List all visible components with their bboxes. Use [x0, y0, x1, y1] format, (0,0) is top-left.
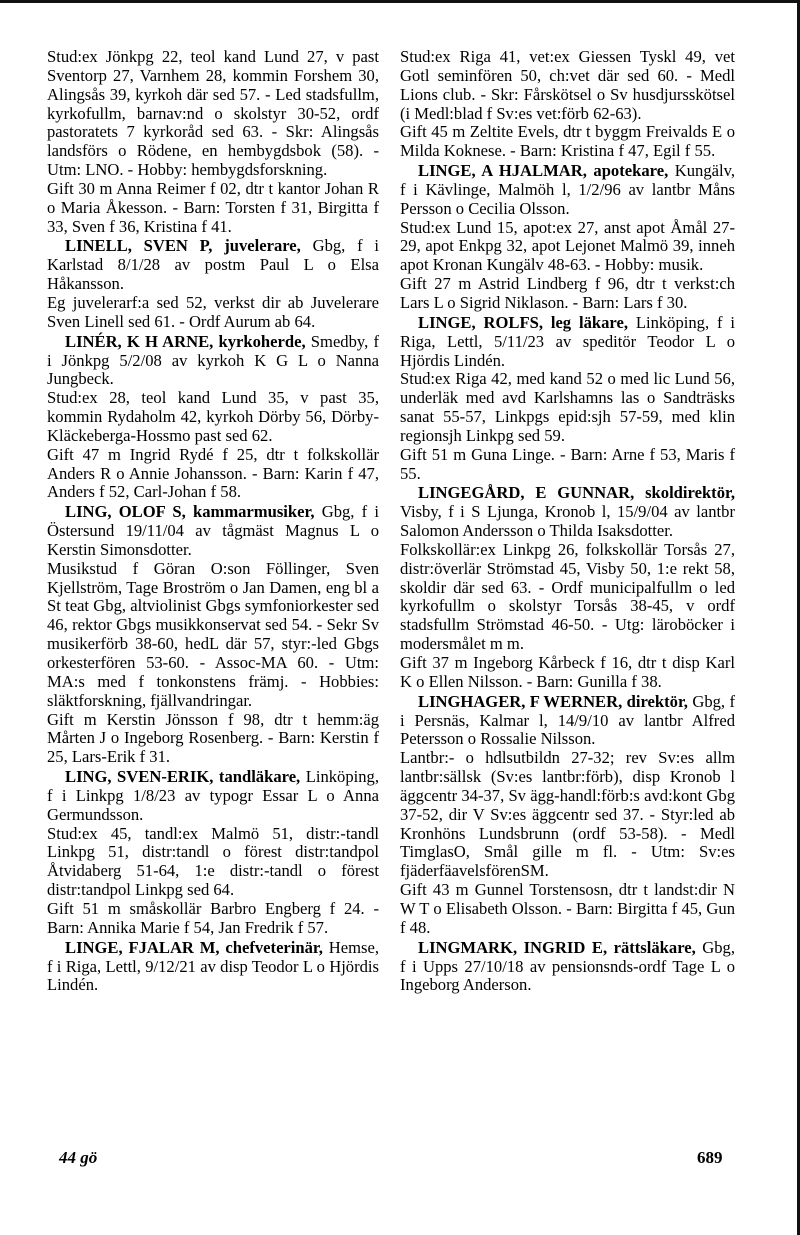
entry-text: Gbg, f i Östersund 19/11/04 av tågmäst Magnus L o Kerstin Simonsdotter. — [47, 502, 380, 559]
biography-entry — [47, 768, 379, 825]
entry-text: Kungälv, f i Kävlinge, Malmöh l, 1/2/96 av lantbr Måns Persson o Cecilia Olsson. — [400, 161, 735, 218]
family-paragraph: Gift 37 m Ingeborg Kårbeck f 16, dtr t disp Karl K o Ellen Nilsson. - Barn: Gunilla f 38. — [400, 653, 735, 691]
biography-entry — [400, 162, 735, 219]
career-paragraph: Stud:ex Riga 41, vet:ex Giessen Tyskl 49, vet Gotl seminfören 50, ch:vet där sed 60. - Medl Lions club. - Skr: Fårskötsel o Sv husdjursskötsel (i Medl:blad f Sv:es vet:förb 62-63). — [400, 47, 735, 123]
entry-text: Smedby, f i Jönkpg 5/2/08 av kyrkoh K G L o Nanna Jungbeck. — [47, 331, 379, 389]
family-paragraph: Gift 27 m Astrid Lindberg f 96, dtr t verkst:ch Lars L o Sigrid Niklason. - Barn: Lars f 30. — [400, 274, 735, 312]
career-paragraph: Lantbr:- o hdlsutbildn 27-32; rev Sv:es allm lantbr:sällsk (Sv:es lantbr:förb), disp Kronob l äggcentr 34-37, Sv ägg-handl:förb:s avd:kont Gbg 37-52, dir V Sv:es äggcentr sed 37. - Styr:led ab Kronhöns Lundsbrunn (ordf 53-58). - Medl TimglasO, Smål gille m fl. - Utm: Sv:es fjäderfäavelsförenSM. — [400, 748, 735, 881]
career-paragraph: Eg juvelerarf:a sed 52, verkst dir ab Juvelerare Sven Linell sed 61. - Ordf Aurum ab 64. — [47, 292, 379, 331]
entry-heading: LING, SVEN-ERIK, tandläkare, — [65, 767, 301, 787]
entry-heading: LINGMARK, INGRID E, rättsläkare, — [418, 937, 696, 957]
entry-text: Gbg, f i Upps 27/10/18 av pensionsnds-ordf Tage L o Ingeborg Anderson. — [400, 937, 736, 995]
biography-entry — [400, 484, 735, 541]
career-paragraph: Stud:ex Lund 15, apot:ex 27, anst apot Åmål 27-29, apot Enkpg 32, apot Lejonet Malmö 39, inneh apot Kronan Kungälv 48-63. - Hobby: musik. — [400, 217, 735, 275]
career-paragraph: Folkskollär:ex Linkpg 26, folkskollär Torsås 27, distr:överlär Strömstad 45, Visby 50, 1:e rekt 58, skoldir där sed 63. - Ordf municipalfullm o led kyrkofullm o skolstyr Torsås 38-45, v ordf stadsfullm Strömstad 46-50. - Utg: läroböcker i modersmålet m m. — [400, 539, 735, 654]
biography-entry — [47, 503, 379, 560]
career-paragraph: Musikstud f Göran O:son Föllinger, Sven Kjellström, Tage Broström o Jan Damen, eng bl a St teat Gbg, altviolinist Gbgs symfoniorkester sed 46, rektor Gbgs musikkonservat sed 54. - Sekr Sv musikerförb 38-60, hedL där 57, styr:-led Gbgs orkesterfören 53-60. - Assoc-MA 60. - Utm: MA:s med f tonkonstens främj. - Hobbies: släktforskning, fjällvandringar. — [47, 558, 379, 710]
family-paragraph: Gift 47 m Ingrid Rydé f 25, dtr t folkskollär Anders R o Annie Johansson. - Barn: Karin f 47, Anders f 52, Carl-Johan f 58. — [47, 444, 379, 502]
right-column — [400, 48, 735, 995]
biography-entry — [47, 333, 379, 390]
entry-text: Linköping, f i Riga, Lettl, 5/11/23 av speditör Teodor L o Hjördis Lindén. — [400, 312, 735, 370]
career-paragraph: Stud:ex 45, tandl:ex Malmö 51, distr:-tandl Linkpg 51, distr:tandl o förest distr:tandpol Åtvidaberg 51-64, 1:e distr:-tandl o förest distr:tandpol Linkpg sed 64. — [47, 823, 379, 900]
biography-entry — [400, 314, 735, 371]
biography-entry — [47, 939, 379, 996]
footer-section-label: 44 gö — [59, 1148, 98, 1167]
biography-entry — [400, 939, 735, 996]
left-column — [47, 48, 379, 995]
entry-heading: LINGE, A HJALMAR, apotekare, — [418, 161, 669, 181]
entry-text: Visby, f i S Ljunga, Kronob l, 15/9/04 av lantbr Salomon Andersson o Thilda Isaksdotter. — [400, 502, 735, 541]
entry-text: Hemse, f i Riga, Lettl, 9/12/21 av disp Teodor L o Hjördis Lindén. — [47, 937, 379, 995]
entry-heading: LINGE, FJALAR M, chefveterinär, — [65, 937, 323, 957]
family-paragraph: Gift m Kerstin Jönsson f 98, dtr t hemm:äg Mårten J o Ingeborg Rosenberg. - Barn: Kerstin f 25, Lars-Erik f 31. — [47, 709, 379, 767]
career-paragraph: Stud:ex Riga 42, med kand 52 o med lic Lund 56, underläk med avd Karlshamns las o Sandträsks sanat 55-57, Linkpgs epid:sjh 57-59, med klin regionsjh Linkpg sed 59. — [400, 369, 735, 445]
biography-entry — [47, 237, 379, 294]
career-paragraph: Stud:ex Jönkpg 22, teol kand Lund 27, v past Sventorp 27, Varnhem 28, kommin Forshem 30, Alingsås 39, kyrkoh där sed 57. - Led stadsfullm, kyrkofullm, barnav:nd o skolstyr 30-52, ordf pastoratets 7 kyrkoråd sed 63. - Skr: Alingsås landsförs o Rödene, en hembygdsbok (58). - Utm: LNO. - Hobby: hembygdsforskning. — [47, 47, 379, 180]
family-paragraph: Gift 30 m Anna Reimer f 02, dtr t kantor Johan R o Maria Åkesson. - Barn: Torsten f 31, Birgitta f 33, Sven f 36, Kristina f 41. — [47, 178, 379, 236]
entry-heading: LINGE, ROLFS, leg läkare, — [418, 312, 628, 332]
family-paragraph: Gift 43 m Gunnel Torstensosn, dtr t landst:dir N W T o Elisabeth Olsson. - Barn: Birgitta f 45, Gun f 48. — [400, 880, 735, 937]
page-edge-top — [0, 0, 800, 3]
entry-heading: LINGEGÅRD, E GUNNAR, skoldirektör, — [418, 483, 735, 503]
entry-heading: LINÉR, K H ARNE, kyrkoherde, — [65, 331, 306, 351]
entry-heading: LINELL, SVEN P, juvelerare, — [65, 236, 301, 256]
entry-heading: LINGHAGER, F WERNER, direktör, — [418, 691, 688, 711]
family-paragraph: Gift 51 m småskollär Barbro Engberg f 24. - Barn: Annika Marie f 54, Jan Fredrik f 57. — [47, 898, 379, 937]
page-number: 689 — [697, 1148, 723, 1167]
family-paragraph: Gift 45 m Zeltite Evels, dtr t byggm Freivalds E o Milda Koknese. - Barn: Kristina f 47, Egil f 55. — [400, 122, 735, 161]
entry-text: Gbg, f i Karlstad 8/1/28 av postm Paul L o Elsa Håkansson. — [47, 236, 379, 294]
biography-entry — [400, 693, 735, 750]
career-paragraph: Stud:ex 28, teol kand Lund 35, v past 35, kommin Rydaholm 42, kyrkoh Dörby 56, Dörby-Kläckeberga-Hossmo past sed 62. — [47, 388, 379, 445]
family-paragraph: Gift 51 m Guna Linge. - Barn: Arne f 53, Maris f 55. — [400, 444, 735, 483]
entry-heading: LING, OLOF S, kammarmusiker, — [65, 502, 315, 522]
entry-text: Linköping, f i Linkpg 1/8/23 av typogr Essar L o Anna Germundsson. — [47, 767, 380, 824]
entry-text: Gbg, f i Persnäs, Kalmar l, 14/9/10 av lantbr Alfred Petersson o Rossalie Nilsson. — [400, 691, 735, 749]
